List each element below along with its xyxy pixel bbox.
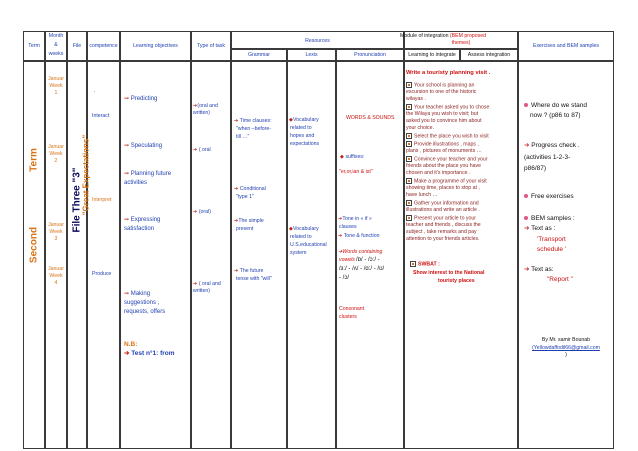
task-column	[191, 61, 231, 449]
week1-month: Januar	[48, 76, 64, 82]
integration-p7-1: Gather your information and	[406, 200, 479, 207]
file-column	[67, 61, 87, 449]
integration-p1-2: excursion to one of the historic	[406, 89, 477, 95]
swbat-text-1: Show interest to the National	[413, 270, 485, 276]
header-exercises: Exercises and BEM samples	[532, 43, 600, 49]
integration-p6-3: have lunch …	[406, 192, 438, 198]
integration-p3: Select the place you wish to visit	[406, 133, 489, 140]
author-email[interactable]: (Yellowdaffodil66@gmail.com	[532, 345, 600, 351]
pron-phonetics-3: - /ɔ/	[339, 275, 349, 281]
nb-label: N.B:	[124, 341, 138, 348]
objective-making-3: requests, offers	[124, 309, 166, 315]
objective-expressing-2: satisfaction	[124, 226, 155, 232]
integration-p5-2: friends about the place you have	[406, 163, 481, 169]
lexis-1d: expectations	[290, 141, 320, 147]
author-email-close: )	[565, 352, 567, 358]
file-dot: .	[94, 88, 96, 94]
objective-planning-2: activities	[124, 180, 148, 186]
task-1: ➔(oral and	[193, 103, 218, 109]
pron-tone-if: ➔Tone in « if »	[338, 216, 372, 222]
integration-p2-1: Your teacher asked you to chose	[406, 104, 489, 111]
header-task: Type of task	[197, 43, 225, 49]
pron-phonetics-2: /ɜ:/ - /ʌ/ - /ɑ:/ - /ʊ/	[339, 266, 385, 272]
lexis-1b: related to	[290, 125, 312, 131]
integration-p8-1: Present your article to your	[406, 215, 476, 222]
weeks-column	[45, 61, 67, 449]
week3-label: Week	[49, 229, 63, 235]
pron-clusters: clusters	[339, 314, 357, 320]
ex-q5: ➔ Text as :	[524, 225, 556, 232]
integration-p4-2: plans , pictures of monuments …	[406, 148, 482, 154]
week4-month: Januar	[48, 266, 64, 272]
integration-p1-3: wilayas .	[406, 96, 426, 102]
ex-q1-2: now ? (p86 to 87)	[530, 112, 581, 119]
grammar-time-clauses-3: till …"	[236, 134, 250, 140]
competence-produce: Produce	[92, 271, 112, 277]
swbat-text-2: touristy places	[438, 278, 475, 284]
ex-q3: Free exercises	[524, 194, 574, 200]
file-title: File Three "3"	[71, 167, 83, 233]
header-resources: Resources	[305, 38, 330, 44]
pron-suffixes-list: "er,or,ian & ist"	[339, 169, 373, 175]
objective-speculating: ⇛ Speculating	[124, 143, 163, 149]
task-4: ➔ ( oral and	[193, 281, 221, 287]
grammar-future-2: tense with "will"	[236, 276, 272, 282]
objective-expressing: ⇛ Expressing	[124, 217, 161, 223]
file-subtitle: "Great Expectations"	[81, 134, 91, 216]
integration-p5-1: Convince your teacher and your	[406, 156, 488, 163]
lexis-1: ◆Vocabulary	[289, 117, 319, 123]
test-label: ➔ Test n°1: from	[124, 350, 175, 357]
lexis-2b: related to	[290, 234, 312, 240]
lexis-2c: U.S.educational	[290, 242, 327, 248]
integration-p2-2: the Wilaya you wish to visit; but	[406, 111, 479, 117]
header-competence: competence	[89, 43, 118, 49]
integration-p8-3: subject , take remarks and pay	[406, 229, 477, 235]
ex-q5b-2: schedule '	[537, 246, 567, 253]
week3-month: Januar	[48, 222, 64, 228]
week2-label: Week	[49, 151, 63, 157]
header-pronunciation: Pronunciation	[354, 52, 386, 58]
lexis-2d: system	[290, 250, 307, 256]
grammar-present: ➔The simple	[234, 218, 264, 224]
header-lexis: Lexis	[305, 52, 318, 58]
ex-q1-1: Where do we stand	[524, 103, 587, 109]
task-3: ➔ (oral)	[193, 209, 211, 215]
header-grammar: Grammar	[248, 52, 270, 58]
week2-month: Januar	[48, 144, 64, 150]
task-4b: written)	[193, 288, 211, 294]
grammar-time-clauses-2: "when –before-	[236, 126, 272, 132]
header-learning: Learning to integrate	[408, 52, 456, 58]
header-assess: Assess integration	[467, 52, 511, 58]
grammar-conditional: ➔ Conditional	[234, 186, 266, 192]
week1-number: 1	[54, 90, 58, 96]
pron-words-sounds: WORDS & SOUNDS	[346, 115, 395, 121]
second-label: Second	[28, 226, 40, 264]
header-file: File	[72, 43, 82, 49]
integration-p1-1: Your school is planning an	[406, 82, 474, 89]
integration-p4-1: Provide illustrations , maps ,	[406, 141, 479, 148]
pron-phonetics-1: /ɒ/ - /ɔ:/ -	[356, 257, 380, 263]
objective-predicting: ⇛ Predicting	[124, 96, 158, 102]
header-month: Month	[48, 33, 64, 39]
competence-interpret: Interpret	[92, 197, 112, 203]
objectives-column	[120, 61, 191, 449]
ex-q4: BEM samples :	[524, 216, 575, 222]
week1-label: Week	[49, 83, 63, 89]
header-weeks: weeks	[48, 51, 64, 57]
week4-number: 4	[54, 280, 58, 286]
integration-p6-1: Make a programme of your visit	[406, 178, 487, 185]
ex-q6: ➔ Text as:	[524, 266, 554, 273]
objective-planning: ⇛ Planning future	[124, 171, 172, 177]
grammar-conditional-2: "type 1"	[236, 194, 254, 200]
pron-suffixes: ◆ suffixes:	[340, 154, 365, 160]
pron-tone-function: ➔ Tone & function	[338, 233, 380, 239]
ex-q6b: "Report "	[547, 276, 573, 283]
competence-interact: Interact	[92, 113, 110, 119]
integration-p7-2: illustrations and write an article .	[406, 207, 480, 213]
pron-vowels-2: vowels	[339, 257, 355, 263]
objective-making: ⇛ Making	[124, 291, 151, 297]
week4-label: Week	[49, 273, 63, 279]
grammar-time-clauses: ➔ Time clauses:	[234, 118, 272, 124]
integration-p2-3: asked you to convince him about	[406, 118, 482, 124]
pron-vowels: ➔Words containing	[338, 249, 383, 255]
pron-tone-if-2: clauses	[339, 224, 357, 230]
header-module-note: themes)	[451, 40, 471, 46]
integration-p8-4: attention to your friends articles.	[406, 236, 480, 242]
ex-q2-3: p86/87)	[524, 165, 547, 172]
integration-p5-3: chosen and it's importance .	[406, 170, 471, 176]
ex-q5b-1: 'Transport	[537, 236, 566, 243]
task-1b: written)	[193, 110, 211, 116]
week3-number: 3	[54, 236, 58, 242]
author: By Mr. samir Bounab	[541, 337, 591, 343]
grammar-future: ➔ The future	[234, 268, 264, 274]
ex-q2-1: ➔ Progress check .	[524, 142, 580, 149]
objective-making-2: suggestions ,	[124, 300, 160, 306]
integration-p6-2: showing time, places to stop at ,	[406, 185, 480, 191]
header-term: Term	[28, 43, 40, 49]
header-objectives: Learning objectives	[133, 43, 178, 49]
lexis-2: ◆Vocabulary	[289, 226, 319, 232]
pron-consonant: Consonant	[339, 306, 365, 312]
ex-q2-2: (activities 1-2-3-	[524, 154, 571, 161]
lexis-1c: hopes and	[290, 133, 315, 139]
week2-number: 2	[54, 158, 58, 164]
grammar-present-2: present	[236, 226, 254, 232]
integration-p8-2: teacher and friends , discuss the	[406, 222, 481, 228]
swbat-label: SWBAT :	[410, 261, 440, 268]
header-and: &	[54, 42, 58, 48]
integration-p2-4: your choice.	[406, 125, 434, 131]
integration-title: Write a touristy planning visit .	[406, 70, 491, 76]
task-2: ➔ ( oral	[193, 147, 211, 153]
header-module: Module of integration (BEM proposed	[400, 33, 486, 39]
term-label: Term	[28, 148, 40, 172]
